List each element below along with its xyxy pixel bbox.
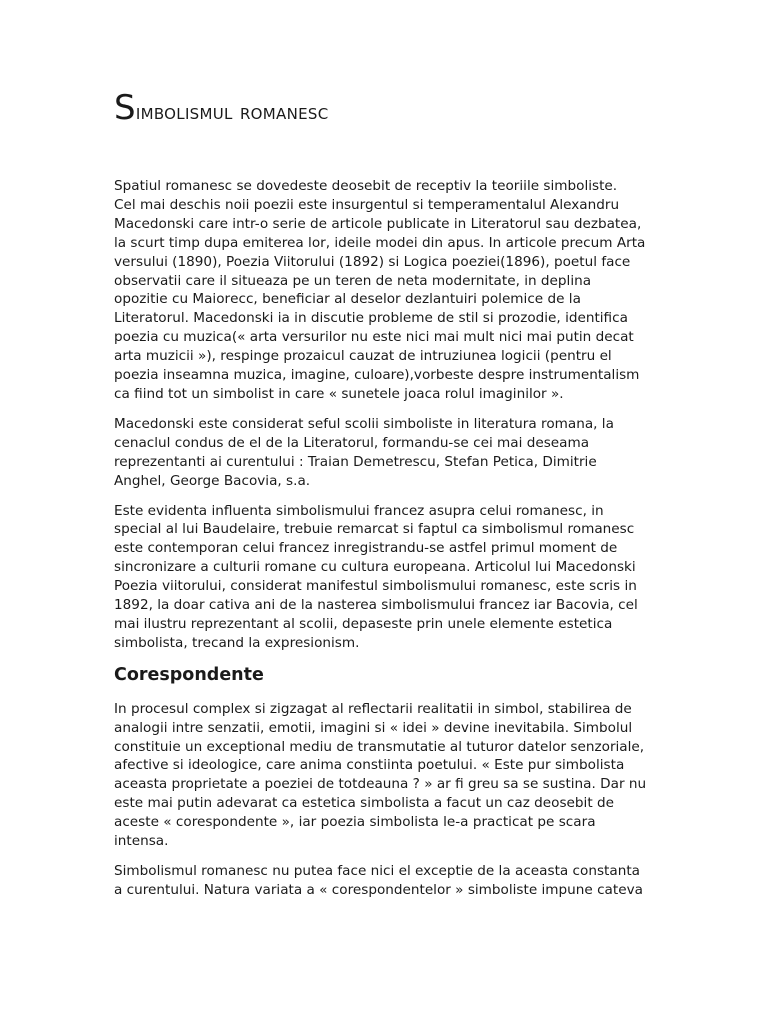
paragraph-1: Spatiul romanesc se dovedeste deosebit de receptiv la teoriile simboliste. Cel mai deschis noii poezii este insurgentul si temperamentalul Alexandru Macedonski care intr-o serie de articole publicate in Literatorul sau dezbatea, la scurt timp dupa emiterea lor, ideile modei din apus. In articole precum Arta versului (1890), Poezia Viitorului (1892) si Logica poeziei(1896), poetul face observatii care il situeaza pe un teren de neta modernitate, in deplina opozitie cu Maiorесc, beneficiar al deselor dezlantuiri polemice de la Literatorul. Macedonski ia in discutie probleme de stil si prozodie, identifica poezia cu muzica(« arta versurilor nu este nici mai mult nici mai putin decat arta muzicii »), respinge prozaicul cauzat de intruziunea logicii (pentru el poezia inseamna muzica, imagine, culoare),vorbeste despre instrumentalism ca fiind tot un simbolist in care « sunetele joaca rolul imaginilor ». (114, 178, 646, 402)
document-title (114, 88, 329, 128)
section-paragraph-2: Simbolismul romanesc nu putea face nici el exceptie de la aceasta constanta a curentului. Natura variata a « corespondentelor » simboliste impune cateva (114, 863, 643, 898)
title-initial: S (114, 88, 136, 128)
paragraph-3: Este evidenta influenta simbolismului francez asupra celui romanesc, in special al lui Baudelaire, trebuie remarcat si faptul ca simbolismul romanesc este contemporan celui francez inregistrandu-se astfel primul moment de sincronizare a culturii romane cu cultura europeana. Articolul lui Macedonski Poezia viitorului, considerat manifestul simbolismului romanesc, este scris in 1892, la doar cativa ani de la nasterea simbolismului francez iar Bacovia, cel mai ilustru reprezentant al scolii, depaseste prin unele elemente estetica simbolista, trecand la expresionism. (114, 502, 638, 651)
title-rest: imbolismul romanesc (135, 100, 329, 125)
section-paragraph-1: In procesul complex si zigzagat al reflectarii realitatii in simbol, stabilirea de analogii intre senzatii, emotii, imagini si « idei » devine inevitabila. Simbolul constituie un exceptional mediu de transmutatie al tuturor datelor senzoriale, afective si ideologice, care anima constiinta poetului. « Este pur simbolista aceasta proprietate a poeziei de totdeauna ? » ar fi greu sa se sustina. Dar nu este mai putin adevarat ca estetica simbolista a facut un caz deosebit de aceste « corespondente », iar poezia simbolista le-a practicat pe scara intensa. (114, 700, 647, 850)
section-heading: Corespondente (114, 664, 264, 685)
paragraph-2: Macedonski este considerat seful scolii simboliste in literatura romana, la cenaclul condus de el de la Literatorul, formandu-se cei mai deseama reprezentanti ai curentului : Traian Demetrescu, Stefan Petica, Dimitrie Anghel, George Bacovia, s.a. (114, 415, 614, 489)
document-body (114, 177, 654, 911)
